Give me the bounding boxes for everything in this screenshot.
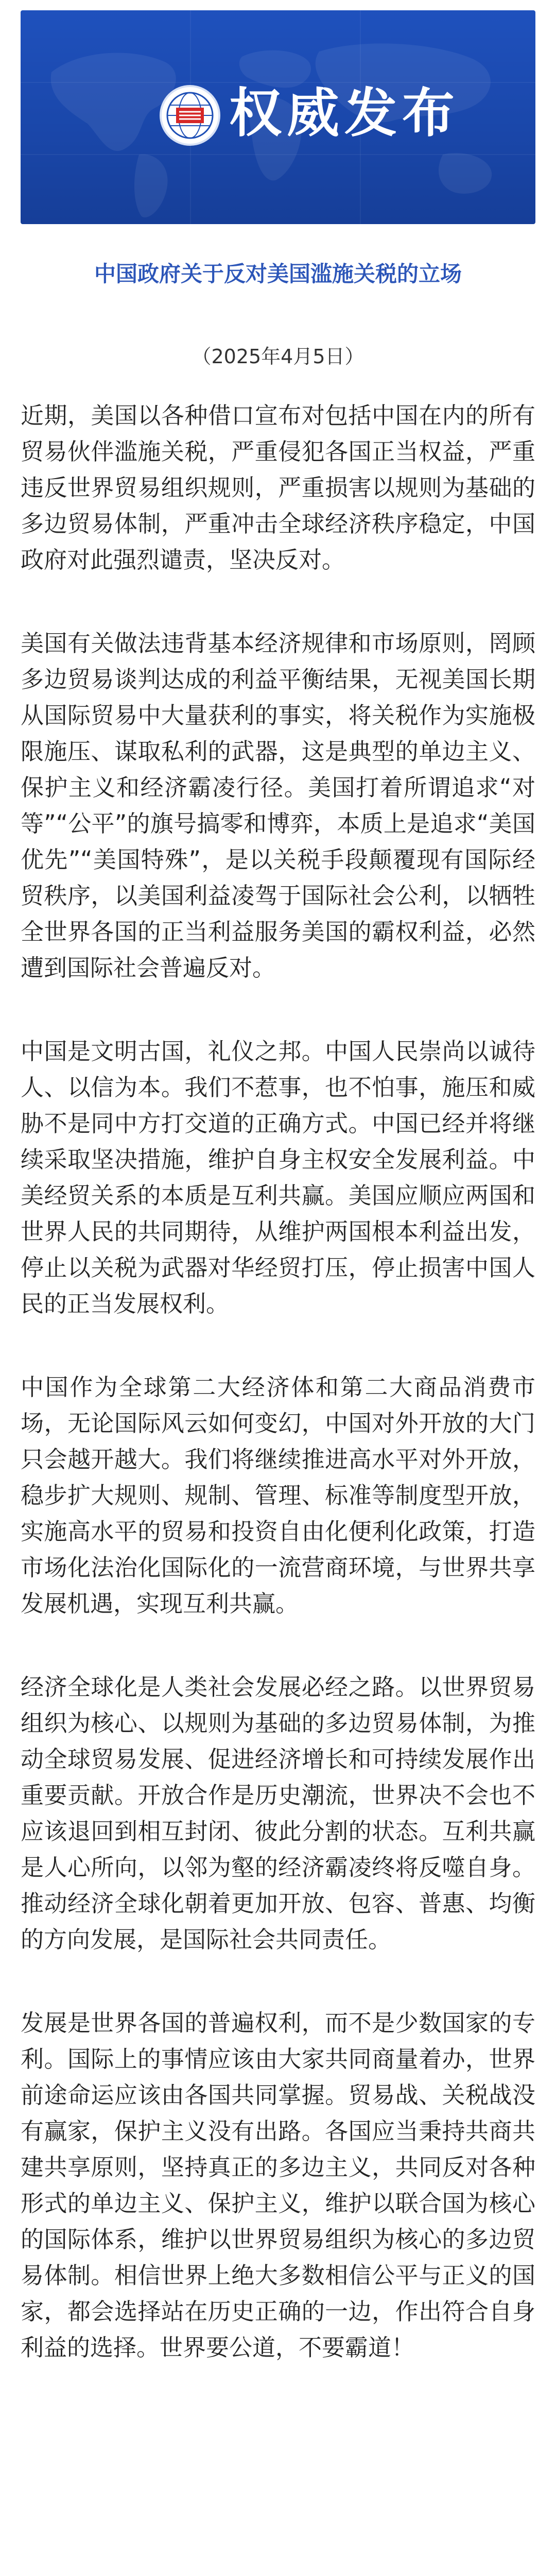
header-banner [21,10,535,224]
xinhua-logo [160,85,220,146]
paragraph: 中国作为全球第二大经济体和第二大商品消费市场，无论国际风云如何变幻，中国对外开放的大门只会越开越大。我们将继续推进高水平对外开放，稳步扩大规则、规制、管理、标准等制度型开放，实施高水平的贸易和投资自由化便利化政策，打造市场化法治化国际化的一流营商环境，与世界共享发展机遇，实现互利共赢。 [21,1374,535,1617]
xinhua-agency-emblem-icon [162,87,218,144]
paragraph: 美国有关做法违背基本经济规律和市场原则，罔顾多边贸易谈判达成的利益平衡结果，无视美国长期从国际贸易中大量获利的事实，将关税作为实施极限施压、谋取私利的武器，这是典型的单边主义、保护主义和经济霸凌行径。美国打着所谓追求“对等”“公平”的旗号搞零和博弈，本质上是追求“美国优先”“美国特殊”，是以关税手段颠覆现有国际经贸秩序，以美国利益凌驾于国际社会公利，以牺牲全世界各国的正当利益服务美国的霸权利益，必然遭到国际社会普遍反对。 [21,630,535,981]
article-date: （2025年4月5日） [192,345,364,368]
paragraph: 经济全球化是人类社会发展必经之路。以世界贸易组织为核心、以规则为基础的多边贸易体制，为推动全球贸易发展、促进经济增长和可持续发展作出重要贡献。开放合作是历史潮流，世界决不会也不应该退回到相互封闭、彼此分割的状态。互利共赢是人心所向，以邻为壑的经济霸凌终将反噬自身。推动经济全球化朝着更加开放、包容、普惠、均衡的方向发展，是国际社会共同责任。 [21,1673,535,1953]
banner-title: 权威发布 [229,83,460,144]
paragraph: 近期，美国以各种借口宣布对包括中国在内的所有贸易伙伴滥施关税，严重侵犯各国正当权益，严重违反世界贸易组织规则，严重损害以规则为基础的多边贸易体制，严重冲击全球经济秩序稳定，中国政府对此强烈谴责，坚决反对。 [21,402,535,573]
paragraph: 发展是世界各国的普遍权利，而不是少数国家的专利。国际上的事情应该由大家共同商量着办，世界前途命运应该由各国共同掌握。贸易战、关税战没有赢家，保护主义没有出路。各国应当秉持共商共建共享原则，坚持真正的多边主义，共同反对各种形式的单边主义、保护主义，维护以联合国为核心的国际体系，维护以世界贸易组织为核心的多边贸易体制。相信世界上绝大多数相信公平与正义的国家，都会选择站在历史正确的一边，作出符合自身利益的选择。世界要公道，不要霸道！ [21,2009,535,2361]
paragraph: 中国是文明古国，礼仪之邦。中国人民崇尚以诚待人、以信为本。我们不惹事，也不怕事，施压和威胁不是同中方打交道的正确方式。中国已经并将继续采取坚决措施，维护自身主权安全发展利益。中美经贸关系的本质是互利共赢。美国应顺应两国和世界人民的共同期待，从维护两国根本利益出发，停止以关税为武器对华经贸打压，停止损害中国人民的正当发展权利。 [21,1038,535,1317]
article-body [21,398,535,2366]
article-headline: 中国政府关于反对美国滥施关税的立场 [94,261,462,286]
